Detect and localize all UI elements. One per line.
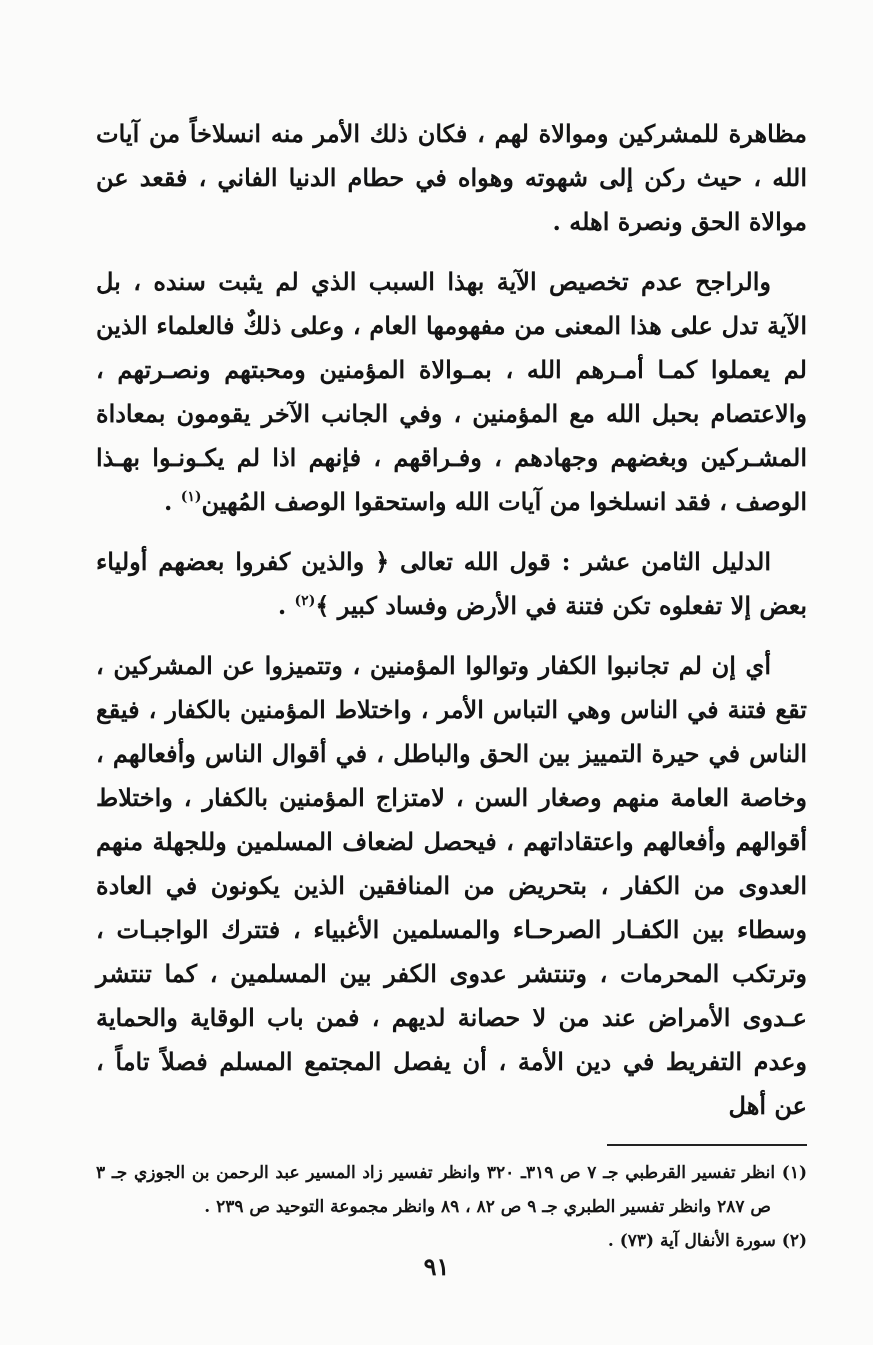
paragraph-4: أي إن لم تجانبوا الكفار وتوالوا المؤمنين ، وتتميزوا عن المشركين ، تقع فتنة في الناس وهي التباس الأمر ، واختلاط المؤمنين بالكفار ، فيقع الناس في حيرة التمييز بين الحق والباطل ، في أقوال الناس وأفعالهم ، وخاصة العامة منهم وصغار السن ، لامتزاج المؤمنين بالكفار ، واختلاط أقوالهم وأفعالهم واعتقاداتهم ، فيحصل لضعاف المسلمين وللجهلة منهم العدوى من الكفار ، بتحريض من المنافقين الذين يكونون في العادة وسطاء بين الكفـار الصرحـاء والمسلمين الأغبياء ، فتترك الواجبـات ، وترتكب المحرمات ، وتنتشر عدوى الكفر بين المسلمين ، كما تنتشر عـدوى الأمراض عند من لا حصانة لديهم ، فمن باب الوقاية والحماية وعدم التفريط في دين الأمة ، أن يفصل المجتمع المسلم فصلاً تاماً ، عن أهل [96, 651, 807, 1120]
paragraph-1: مظاهرة للمشركين وموالاة لهم ، فكان ذلك الأمر منه انسلاخاً من آيات الله ، حيث ركن إلى شهوته وهواه في حطام الدنيا الفاني ، فقعد عن موالاة الحق ونصرة اهله . [96, 119, 807, 236]
footnote-1: (١) انظر تفسير القرطبي جـ ٧ ص ٣١٩ـ ٣٢٠ وانظر تفسير زاد المسير عبد الرحمن بن الجوزي جـ ٣ ص ٢٨٧ وانظر تفسير الطبري جـ ٩ ص ٨٢ ، ٨٩ وانظر مجموعة التوحيد ص ٢٣٩ . [96, 1163, 807, 1217]
paragraph-2 [96, 260, 807, 524]
footnote-divider [607, 1144, 807, 1146]
page-number: ٩١ [423, 1252, 450, 1281]
paragraph-2-text: والراجح عدم تخصيص الآية بهذا السبب الذي لم يثبت سنده ، بل الآية تدل على هذا المعنى من مفهومها العام ، وعلى ذلكٌ فالعلماء الذين لم يعملوا كمـا أمـرهم الله ، بمـوالاة المؤمنين ومحبتهم ونصـرتهم ، والاعتصام بحبل الله مع المؤمنين ، وفي الجانب الآخر يقومون بمعاداة المشـركين وبغضهم وجهادهم ، وفـراقهم ، فإنهم اذا لم يكـونـوا بهـذا الوصف ، فقد انسلخوا من آيات الله واستحقوا الوصف المُهين [96, 267, 807, 516]
footnotes [96, 1156, 807, 1258]
paragraph-2-end: . [163, 487, 181, 516]
paragraph-3-evidence [96, 540, 807, 628]
paragraph-3-end: . [277, 591, 295, 620]
footnote-ref-2[interactable]: (٢) [294, 593, 316, 609]
footnote-2: (٢) سورة الأنفال آية (٧٣) . [607, 1231, 807, 1251]
footnote-ref-1[interactable]: (١) [180, 489, 202, 505]
paragraph-3-text: الدليل الثامن عشر : قول الله تعالى ﴿ والذين كفروا بعضهم أولياء بعض إلا تفعلوه تكن فتنة في الأرض وفساد كبير ﴾ [96, 547, 807, 620]
